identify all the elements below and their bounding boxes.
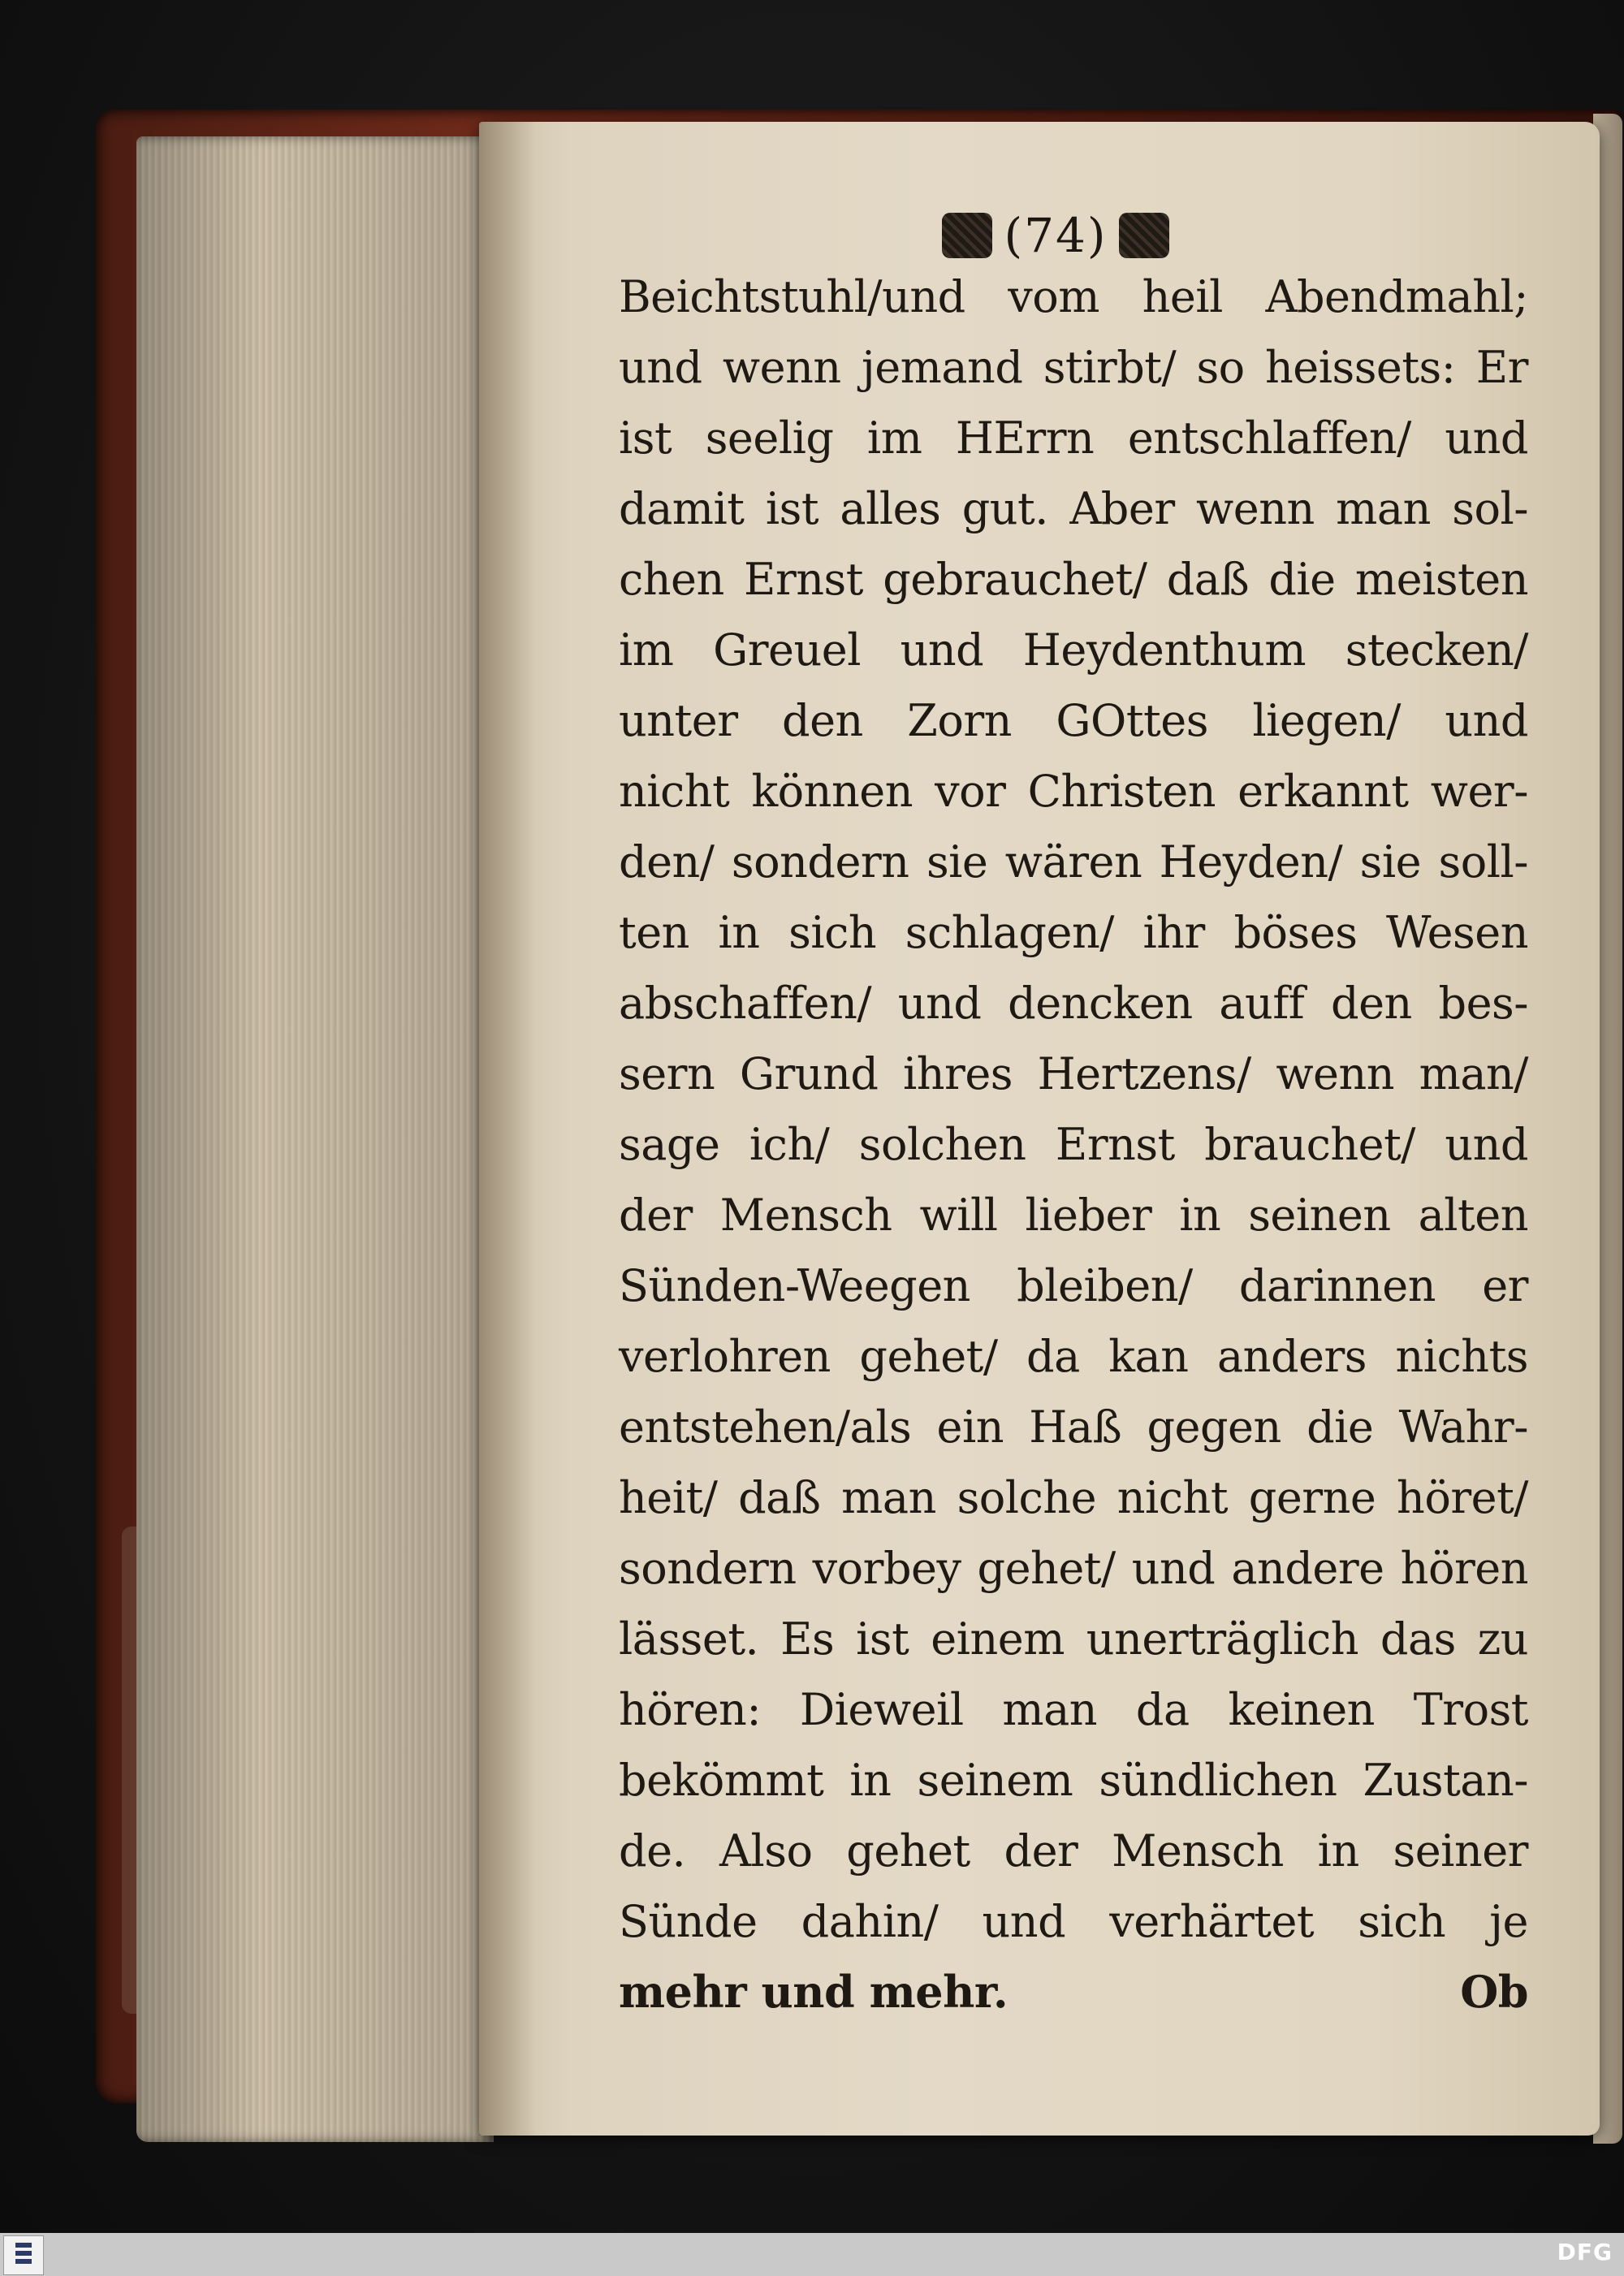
page-block-shade [136, 136, 494, 2142]
text-line: und wenn jemand stirbt/ so heissets: Er [619, 342, 1528, 393]
text-line: den/ sondern sie wären Heyden/ sie soll- [619, 836, 1528, 888]
text-line: de. Also gehet der Mensch in seiner [619, 1825, 1528, 1877]
text-line: Sünden-Weegen bleiben/ darinnen er [619, 1260, 1528, 1311]
text-line: hören: Dieweil man da keinen Trost [619, 1684, 1528, 1735]
text-line: damit ist alles gut. Aber wenn man sol- [619, 483, 1528, 534]
text-line: unter den Zorn GOttes liegen/ und [619, 695, 1528, 746]
viewer-footer-bar [0, 2233, 1624, 2276]
text-line: chen Ernst gebrauchet/ daß die meisten [619, 554, 1528, 605]
ornament-right-icon [1119, 213, 1169, 258]
page-gutter-shadow [479, 122, 536, 2136]
text-line: verlohren gehet/ da kan anders nichts [619, 1331, 1528, 1382]
text-line: heit/ daß man solche nicht gerne höret/ [619, 1472, 1528, 1523]
text-line: sern Grund ihres Hertzens/ wenn man/ [619, 1048, 1528, 1099]
text-line: Sünde dahin/ und verhärtet sich je [619, 1896, 1528, 1947]
text-line: lässet. Es ist einem unerträglich das zu [619, 1613, 1528, 1665]
text-line: ist seelig im HErrn entschlaffen/ und [619, 412, 1528, 464]
last-line-text: mehr und mehr. [619, 1966, 1009, 2018]
text-line: ten in sich schlagen/ ihr böses Wesen [619, 907, 1528, 958]
page-header [909, 203, 1202, 268]
text-line: sage ich/ solchen Ernst brauchet/ und [619, 1119, 1528, 1170]
text-line: Beichtstuhl/und vom heil Abendmahl; [619, 271, 1528, 322]
ornament-left-icon [942, 213, 992, 258]
text-line: im Greuel und Heydenthum stecken/ [619, 624, 1528, 676]
page-number: (74) [1004, 208, 1108, 263]
dfg-logo[interactable]: DFG [1557, 2239, 1613, 2265]
library-logo-icon[interactable] [3, 2235, 44, 2275]
catchword: Ob [1460, 1966, 1528, 2018]
text-block [619, 261, 1528, 2028]
text-line: nicht können vor Christen erkannt wer- [619, 766, 1528, 817]
text-line-last [619, 1957, 1528, 2028]
text-line: der Mensch will lieber in seinen alten [619, 1190, 1528, 1241]
text-line: bekömmt in seinem sündlichen Zustan- [619, 1755, 1528, 1806]
text-line: abschaffen/ und dencken auff den bes- [619, 978, 1528, 1029]
text-line: sondern vorbey gehet/ und andere hören [619, 1543, 1528, 1594]
text-line: entstehen/als ein Haß gegen die Wahr- [619, 1401, 1528, 1453]
